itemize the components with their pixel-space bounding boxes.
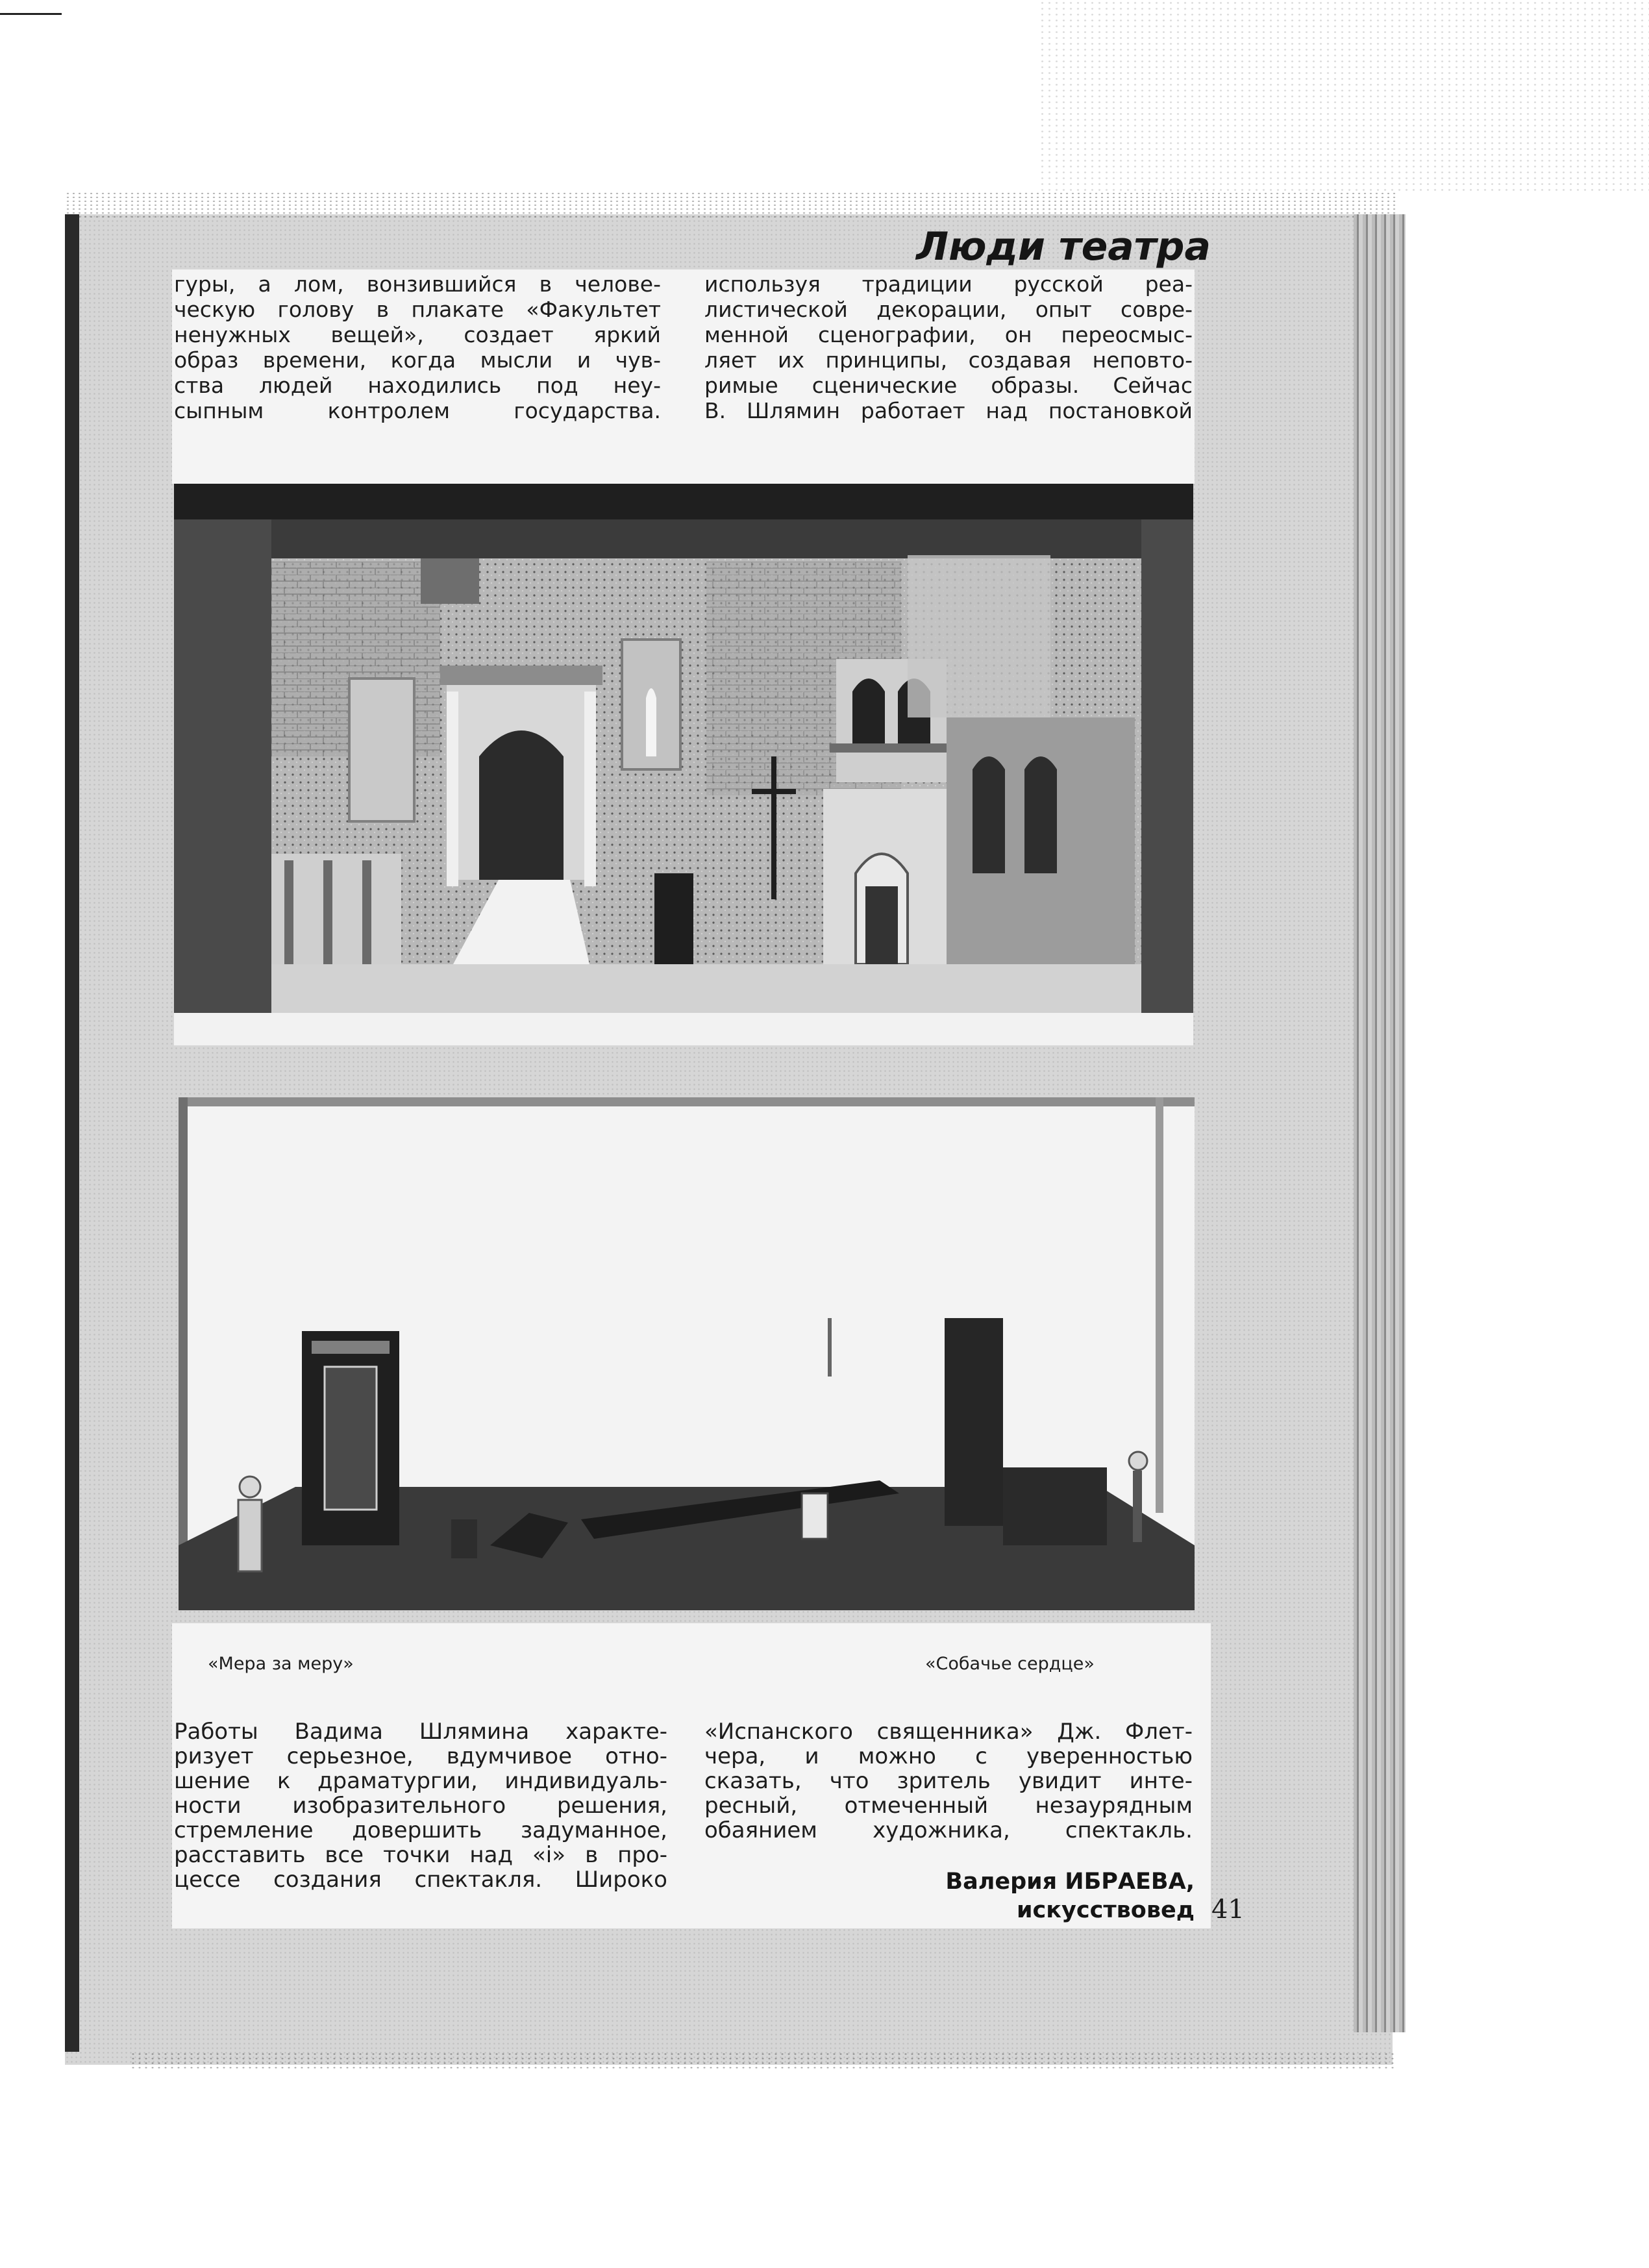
page-spine [65,214,79,2052]
author-name: Валерия ИБРАЕВА, [945,1869,1195,1895]
scan-noise [1039,0,1649,195]
chair-left [451,1519,477,1558]
chair-right [802,1493,828,1539]
author-role: искусствовед [1017,1897,1195,1923]
crucifix [771,756,776,899]
floor-lamp-left [240,1477,260,1497]
caption-heart-of-a-dog: «Собачье сердце» [925,1654,1095,1674]
stage-apron [174,1013,1193,1045]
scan-noise-bottom [130,2052,1396,2071]
article-text-bottom-right: «Испанского священника» Дж. Флет- чера, и можно с уверенностью сказать, что зритель увидит инте- ресный, отмеченный незаурядным обаянием художника, спектакль. [704,1719,1193,1843]
right-wardrobe [945,1318,1003,1526]
page-edge [1354,214,1406,2032]
article-text-top-left: гуры, а лом, вонзившийся в челове- ческую голову в плакате «Факультет ненужных вещей», создает яркий образ времени, когда мысли и чув- ства людей находились под неу- сыпным контролем государства. [174,271,661,423]
page-number: 41 [1211,1895,1245,1925]
caption-measure-for-measure: «Мера за меру» [208,1654,354,1674]
stage-photo-heart-of-a-dog [179,1097,1195,1610]
statue [646,688,656,756]
left-wing [174,519,271,1013]
dark-doorway [654,873,693,964]
floor-lamp-right [1129,1452,1147,1470]
scan-corner-mark [0,13,62,15]
portal-arch [479,730,564,880]
scan-noise-top [65,192,1396,218]
right-wing [1141,519,1193,1013]
wall-niche [349,679,414,821]
article-text-top-right: используя традиции русской реа- листической декорации, опыт совре- менной сценографии, он переосмыс- ляет их принципы, создавая неповто- римые сценические образы. Сейчас В. Шлямин работает над постановкой [704,271,1193,423]
article-text-bottom-left: Работы Вадима Шлямина характе- ризует серьезное, вдумчивое отно- шение к драматургии, индивидуаль- ности изобразительного решения, стремление довершить задуманное, расставить все точки над «i» в про- цессе создания спектакля. Широко [174,1719,667,1893]
left-frame [179,1097,188,1578]
section-title: Люди театра [916,224,1211,269]
sofa [1003,1467,1107,1545]
hanging-lamp [828,1318,832,1377]
stage-photo-measure-for-measure [174,484,1193,1045]
stage-top-border [174,484,1193,519]
stage-floor [271,964,1141,1013]
